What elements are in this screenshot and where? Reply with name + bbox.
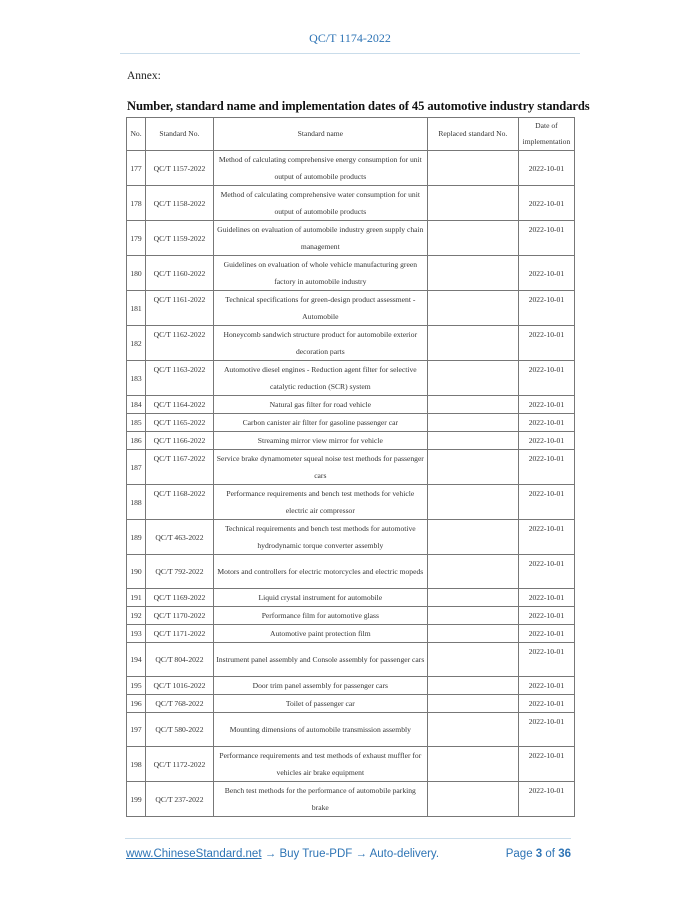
standard-name: Technical requirements and bench test methods for automotive hydrodynamic torque converter assembly	[213, 520, 427, 555]
row-number: 189	[127, 520, 146, 555]
table-row	[127, 432, 575, 450]
replaced-standard	[427, 326, 518, 361]
standard-name: Automotive diesel engines - Reduction agent filter for selective catalytic reduction (SCR) system	[213, 361, 427, 396]
table-row	[127, 221, 575, 256]
standard-number: QC/T 1171-2022	[146, 625, 214, 643]
col-header-replaced: Replaced standard No.	[427, 118, 518, 151]
table-row	[127, 186, 575, 221]
row-number: 194	[127, 643, 146, 677]
row-number: 180	[127, 256, 146, 291]
header-divider	[120, 53, 580, 54]
standard-name: Technical specifications for green-design product assessment - Automobile	[213, 291, 427, 326]
auto-delivery-text: Auto-delivery.	[369, 848, 440, 860]
standard-number: QC/T 1162-2022	[146, 326, 214, 361]
replaced-standard	[427, 186, 518, 221]
standards-table	[126, 117, 575, 817]
implementation-date: 2022-10-01	[518, 555, 574, 589]
website-link[interactable]: www.ChineseStandard.net	[126, 848, 262, 860]
standard-name: Guidelines on evaluation of whole vehicle manufacturing green factory in automobile industry	[213, 256, 427, 291]
standard-number: QC/T 1159-2022	[146, 221, 214, 256]
standard-name: Streaming mirror view mirror for vehicle	[213, 432, 427, 450]
implementation-date: 2022-10-01	[518, 520, 574, 555]
standard-name: Method of calculating comprehensive energy consumption for unit output of automobile products	[213, 151, 427, 186]
standard-number: QC/T 768-2022	[146, 695, 214, 713]
replaced-standard	[427, 414, 518, 432]
standard-number: QC/T 804-2022	[146, 643, 214, 677]
implementation-date: 2022-10-01	[518, 361, 574, 396]
implementation-date: 2022-10-01	[518, 485, 574, 520]
replaced-standard	[427, 361, 518, 396]
standard-name: Liquid crystal instrument for automobile	[213, 589, 427, 607]
row-number: 199	[127, 782, 146, 817]
arrow-right-icon: →	[355, 848, 367, 860]
standard-number: QC/T 1166-2022	[146, 432, 214, 450]
implementation-date: 2022-10-01	[518, 625, 574, 643]
table-row	[127, 782, 575, 817]
row-number: 196	[127, 695, 146, 713]
row-number: 185	[127, 414, 146, 432]
table-row	[127, 291, 575, 326]
col-header-date: Date of implementation	[518, 118, 574, 151]
replaced-standard	[427, 589, 518, 607]
table-row	[127, 677, 575, 695]
table-header-row	[127, 118, 575, 151]
implementation-date: 2022-10-01	[518, 607, 574, 625]
row-number: 179	[127, 221, 146, 256]
implementation-date: 2022-10-01	[518, 747, 574, 782]
table-row	[127, 607, 575, 625]
replaced-standard	[427, 782, 518, 817]
row-number: 188	[127, 485, 146, 520]
implementation-date: 2022-10-01	[518, 589, 574, 607]
standard-number: QC/T 1158-2022	[146, 186, 214, 221]
standard-name: Door trim panel assembly for passenger cars	[213, 677, 427, 695]
implementation-date: 2022-10-01	[518, 326, 574, 361]
replaced-standard	[427, 695, 518, 713]
standard-number: QC/T 1157-2022	[146, 151, 214, 186]
row-number: 193	[127, 625, 146, 643]
row-number: 197	[127, 713, 146, 747]
standard-number: QC/T 1169-2022	[146, 589, 214, 607]
standard-number: QC/T 1161-2022	[146, 291, 214, 326]
standard-name: Automotive paint protection film	[213, 625, 427, 643]
replaced-standard	[427, 221, 518, 256]
standard-number: QC/T 1168-2022	[146, 485, 214, 520]
footer-divider	[125, 838, 571, 839]
standard-number: QC/T 1160-2022	[146, 256, 214, 291]
row-number: 178	[127, 186, 146, 221]
standard-number: QC/T 1172-2022	[146, 747, 214, 782]
table-row	[127, 747, 575, 782]
row-number: 181	[127, 291, 146, 326]
replaced-standard	[427, 607, 518, 625]
replaced-standard	[427, 643, 518, 677]
implementation-date: 2022-10-01	[518, 256, 574, 291]
standard-number: QC/T 1016-2022	[146, 677, 214, 695]
replaced-standard	[427, 747, 518, 782]
replaced-standard	[427, 256, 518, 291]
table-row	[127, 326, 575, 361]
implementation-date: 2022-10-01	[518, 713, 574, 747]
standard-number: QC/T 1167-2022	[146, 450, 214, 485]
standard-name: Carbon canister air filter for gasoline passenger car	[213, 414, 427, 432]
standard-name: Toilet of passenger car	[213, 695, 427, 713]
table-row	[127, 713, 575, 747]
table-row	[127, 485, 575, 520]
table-caption: Number, standard name and implementation dates of 45 automotive industry standards	[127, 99, 590, 113]
standard-name: Mounting dimensions of automobile transmission assembly	[213, 713, 427, 747]
page-footer	[126, 848, 571, 860]
standard-number: QC/T 237-2022	[146, 782, 214, 817]
replaced-standard	[427, 555, 518, 589]
replaced-standard	[427, 291, 518, 326]
col-header-standard-no: Standard No.	[146, 118, 214, 151]
col-header-standard-name: Standard name	[213, 118, 427, 151]
standard-number: QC/T 792-2022	[146, 555, 214, 589]
implementation-date: 2022-10-01	[518, 151, 574, 186]
replaced-standard	[427, 450, 518, 485]
replaced-standard	[427, 485, 518, 520]
table-row	[127, 151, 575, 186]
replaced-standard	[427, 520, 518, 555]
implementation-date: 2022-10-01	[518, 396, 574, 414]
replaced-standard	[427, 713, 518, 747]
standard-number: QC/T 1163-2022	[146, 361, 214, 396]
implementation-date: 2022-10-01	[518, 643, 574, 677]
row-number: 192	[127, 607, 146, 625]
table-row	[127, 396, 575, 414]
row-number: 186	[127, 432, 146, 450]
arrow-right-icon: →	[264, 848, 277, 860]
table-row	[127, 555, 575, 589]
row-number: 184	[127, 396, 146, 414]
implementation-date: 2022-10-01	[518, 450, 574, 485]
implementation-date: 2022-10-01	[518, 186, 574, 221]
table-row	[127, 520, 575, 555]
current-page: 3	[535, 848, 543, 860]
replaced-standard	[427, 432, 518, 450]
row-number: 191	[127, 589, 146, 607]
standard-name: Honeycomb sandwich structure product for automobile exterior decoration parts	[213, 326, 427, 361]
implementation-date: 2022-10-01	[518, 677, 574, 695]
standard-name: Method of calculating comprehensive water consumption for unit output of automobile products	[213, 186, 427, 221]
implementation-date: 2022-10-01	[518, 414, 574, 432]
buy-pdf-text: Buy True-PDF	[279, 848, 353, 860]
row-number: 195	[127, 677, 146, 695]
standard-number: QC/T 463-2022	[146, 520, 214, 555]
table-row	[127, 414, 575, 432]
standard-name: Service brake dynamometer squeal noise test methods for passenger cars	[213, 450, 427, 485]
standard-name: Natural gas filter for road vehicle	[213, 396, 427, 414]
implementation-date: 2022-10-01	[518, 782, 574, 817]
standard-name: Bench test methods for the performance of automobile parking brake	[213, 782, 427, 817]
table-row	[127, 589, 575, 607]
row-number: 183	[127, 361, 146, 396]
table-row	[127, 450, 575, 485]
implementation-date: 2022-10-01	[518, 221, 574, 256]
standard-name: Instrument panel assembly and Console assembly for passenger cars	[213, 643, 427, 677]
table-row	[127, 625, 575, 643]
row-number: 190	[127, 555, 146, 589]
table-row	[127, 256, 575, 291]
replaced-standard	[427, 677, 518, 695]
annex-label: Annex:	[127, 70, 161, 82]
row-number: 187	[127, 450, 146, 485]
replaced-standard	[427, 625, 518, 643]
implementation-date: 2022-10-01	[518, 432, 574, 450]
implementation-date: 2022-10-01	[518, 695, 574, 713]
table-row	[127, 361, 575, 396]
page-indicator: Page 3 of 36	[505, 848, 571, 860]
document-id-header: QC/T 1174-2022	[309, 31, 391, 45]
row-number: 177	[127, 151, 146, 186]
standard-name: Guidelines on evaluation of automobile industry green supply chain management	[213, 221, 427, 256]
replaced-standard	[427, 151, 518, 186]
col-header-no: No.	[127, 118, 146, 151]
standard-name: Performance requirements and test methods of exhaust muffler for vehicles air brake equipment	[213, 747, 427, 782]
replaced-standard	[427, 396, 518, 414]
row-number: 182	[127, 326, 146, 361]
standard-number: QC/T 1164-2022	[146, 396, 214, 414]
row-number: 198	[127, 747, 146, 782]
standard-number: QC/T 1165-2022	[146, 414, 214, 432]
total-pages: 36	[558, 848, 571, 860]
table-row	[127, 643, 575, 677]
table-row	[127, 695, 575, 713]
standard-number: QC/T 1170-2022	[146, 607, 214, 625]
standard-number: QC/T 580-2022	[146, 713, 214, 747]
standard-name: Performance requirements and bench test methods for vehicle electric air compressor	[213, 485, 427, 520]
implementation-date: 2022-10-01	[518, 291, 574, 326]
standard-name: Performance film for automotive glass	[213, 607, 427, 625]
standard-name: Motors and controllers for electric motorcycles and electric mopeds	[213, 555, 427, 589]
